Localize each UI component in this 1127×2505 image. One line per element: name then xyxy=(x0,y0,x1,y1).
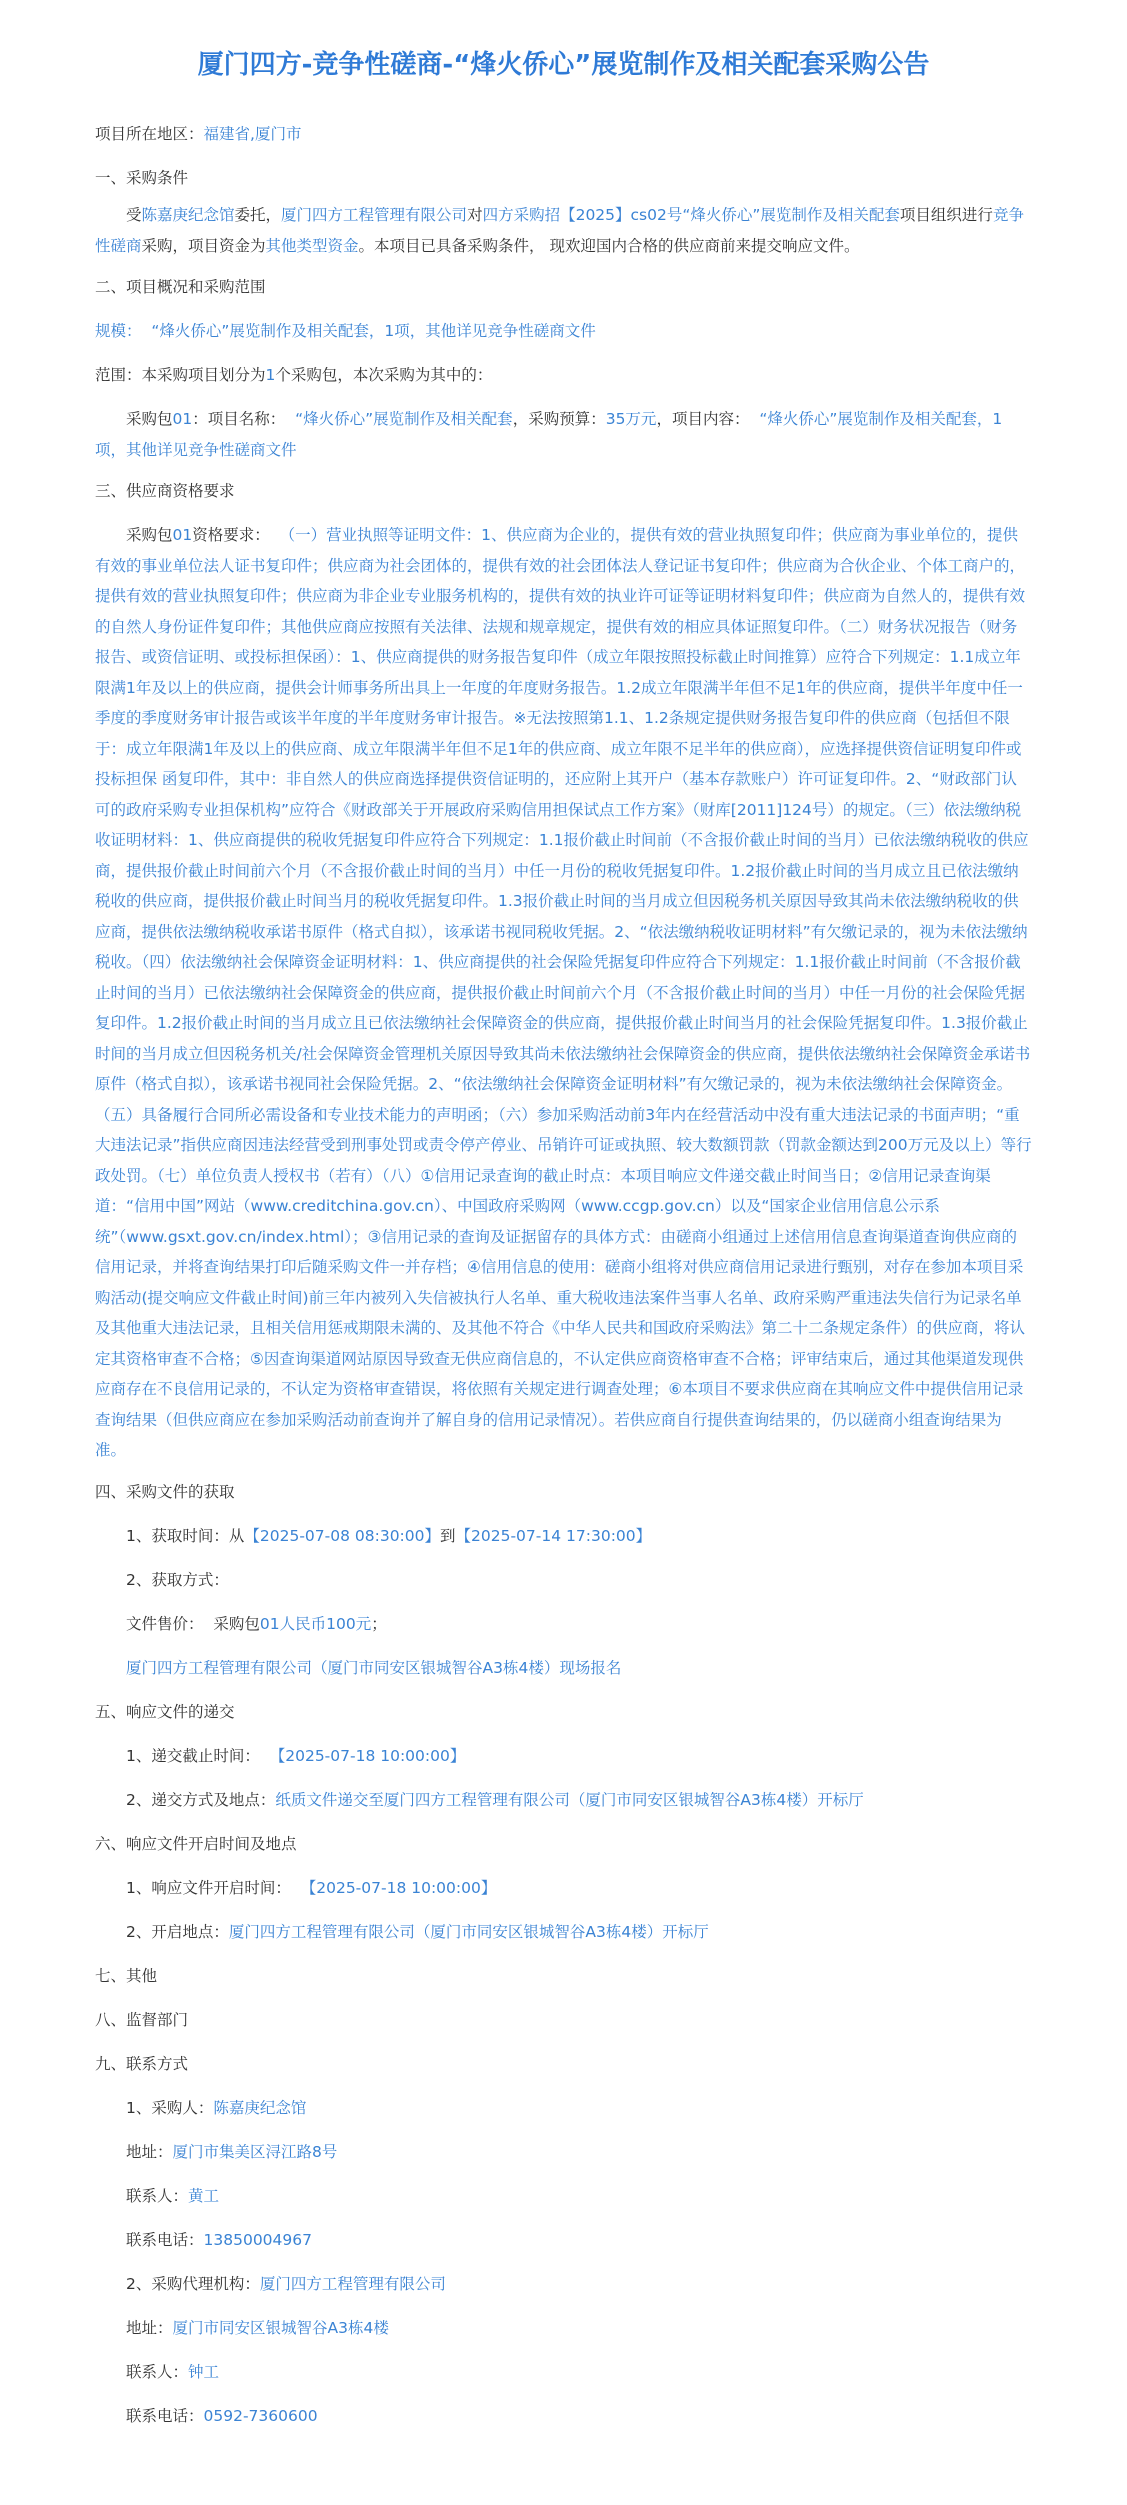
region-line xyxy=(95,112,1032,156)
qualification-requirements xyxy=(95,520,1032,1466)
text: ：项目名称： xyxy=(192,410,286,428)
agent-address xyxy=(95,2306,1032,2350)
text: 地址： xyxy=(126,2142,173,2161)
scale-line xyxy=(95,309,1032,353)
open-time-value: 【2025-07-18 10:00:00】 xyxy=(300,1878,497,1897)
req-package-num: 01 xyxy=(172,526,193,544)
text: 采购包 xyxy=(126,526,173,544)
text: 。本项目已具备采购条件， 现欢迎国内合格的供应商前来提交响应文件。 xyxy=(358,236,860,255)
text: 个采购包，本次采购为其中的： xyxy=(275,366,493,384)
text: 地址： xyxy=(126,2318,173,2337)
text: ； xyxy=(371,1614,387,1633)
text: 受 xyxy=(126,206,142,224)
buyer-contact xyxy=(95,2174,1032,2218)
text: 采购包 xyxy=(126,410,173,428)
text: 联系电话： xyxy=(126,2230,204,2249)
package-num: 01 xyxy=(172,410,193,428)
text: 委托， xyxy=(234,206,282,224)
open-time xyxy=(95,1866,1032,1910)
package-line xyxy=(95,404,1032,465)
buyer-phone xyxy=(95,2218,1032,2262)
open-place-value: 厦门四方工程管理有限公司（厦门市同安区银城智谷A3栋4楼）开标厅 xyxy=(228,1922,709,1941)
text: 1、响应文件开启时间： xyxy=(126,1878,291,1897)
section-heading-1: 一、采购条件 xyxy=(95,169,189,187)
text: 项目组织进行 xyxy=(899,206,993,224)
section-heading-7: 七、其他 xyxy=(95,1966,158,1985)
section-heading-3: 三、供应商资格要求 xyxy=(95,482,235,500)
text: 到 xyxy=(440,1526,456,1545)
client-name: 陈嘉庚纪念馆 xyxy=(141,206,235,224)
text: 采购包 xyxy=(213,1614,260,1633)
text: 2、递交方式及地点： xyxy=(126,1790,276,1809)
text: 2、开启地点： xyxy=(126,1922,229,1941)
package-budget: 35万元 xyxy=(605,410,657,428)
text: 1、递交截止时间： xyxy=(126,1746,260,1765)
text: 资格要求： xyxy=(192,526,270,544)
obtain-end: 【2025-07-14 17:30:00】 xyxy=(455,1526,652,1545)
text: ，项目内容： xyxy=(656,410,750,428)
text: 联系人： xyxy=(126,2186,189,2205)
obtain-method: 2、获取方式： xyxy=(126,1570,229,1589)
obtain-time xyxy=(95,1514,1032,1558)
buyer-address-value: 厦门市集美区浔江路8号 xyxy=(172,2142,338,2161)
agent-contact-value: 钟工 xyxy=(188,2362,220,2381)
buyer-address xyxy=(95,2130,1032,2174)
buyer-line xyxy=(95,2086,1032,2130)
text: 联系电话： xyxy=(126,2406,204,2425)
scope-num: 1 xyxy=(265,366,276,384)
section-heading-8: 八、监督部门 xyxy=(95,2010,189,2029)
agency-name: 厦门四方工程管理有限公司 xyxy=(281,206,468,224)
project-code: 四方采购招【2025】cs02号“烽火侨心”展览制作及相关配套 xyxy=(482,206,900,224)
scale-label: 规模： xyxy=(95,322,142,340)
fund-type: 其他类型资金 xyxy=(265,236,359,255)
text: 1、获取时间：从 xyxy=(126,1526,245,1545)
fee-value: 01人民币100元 xyxy=(259,1614,372,1633)
submit-place xyxy=(95,1778,1032,1822)
section-heading-9: 九、联系方式 xyxy=(95,2054,189,2073)
obtain-place: 厦门四方工程管理有限公司（厦门市同安区银城智谷A3栋4楼）现场报名 xyxy=(126,1658,622,1677)
agent-line xyxy=(95,2262,1032,2306)
procurement-method: 竞争性磋商 xyxy=(95,206,1024,255)
text: 采购，项目资金为 xyxy=(141,236,266,255)
package-content: “烽火侨心”展览制作及相关配套，1项，其他详见竞争性磋商文件 xyxy=(95,410,1003,459)
text: 文件售价： xyxy=(126,1614,204,1633)
agent-address-value: 厦门市同安区银城智谷A3栋4楼 xyxy=(172,2318,389,2337)
agent-phone xyxy=(95,2394,1032,2438)
agent-name: 厦门四方工程管理有限公司 xyxy=(259,2274,446,2293)
fee-line xyxy=(95,1602,1032,1646)
agent-phone-value: 0592-7360600 xyxy=(203,2406,318,2425)
scope-line xyxy=(95,353,1032,397)
submit-place-value: 纸质文件递交至厦门四方工程管理有限公司（厦门市同安区银城智谷A3栋4楼）开标厅 xyxy=(275,1790,864,1809)
region-label: 项目所在地区： xyxy=(95,125,204,143)
buyer-contact-value: 黄工 xyxy=(188,2186,220,2205)
section-heading-2: 二、项目概况和采购范围 xyxy=(95,278,266,296)
text: 范围：本采购项目划分为 xyxy=(95,366,266,384)
obtain-start: 【2025-07-08 08:30:00】 xyxy=(244,1526,440,1545)
section-heading-4: 四、采购文件的获取 xyxy=(95,1482,235,1501)
req-text: （一）营业执照等证明文件：1、供应商为企业的，提供有效的营业执照复印件；供应商为事业单位的，提供有效的事业单位法人证书复印件；供应商为社会团体的，提供有效的社会团体法人登记证书复印件；供应商为合伙企业、个体工商户的，提供有效的营业执照复印件；供应商为非企业专业服务机构的，提供有效的执业许可证等证明材料复印件；供应商为自然人的，提供有效的自然人身份证件复印件；其他供应商应按照有关法律、法规和规章规定，提供有效的相应具体证照复印件。（二）财务状况报告（财务报告、或资信证明、或投标担保函）：1、供应商提供的财务报告复印件（成立年限按照投标截止时间推算）应符合下列规定：1.1成立年限满1年及以上的供应商，提供会计师事务所出具上一年度的年度财务报告。1.2成立年限满半年但不足1年的供应商，提供半年度中任一季度的季度财务审计报告或该半年度的半年度财务审计报告。※无法按照第1.1、1.2条规定提供财务报告复印件的供应商（包括但不限于：成立年限满1年及以上的供应商、成立年限满半年但不足1年的供应商、成立年限不足半年的供应商），应选择提供资信证明复印件或投标担保 函复印件，其中：非自然人的供应商选择提供资信证明的，还应附上其开户（基本存款账户）许可证复印件。2、“财政部门认可的政府采购专业担保机构”应符合《财政部关于开展政府采购信用担保试点工作方案》（财库[2011]124号）的规定。（三）依法缴纳税收证明材料：1、供应商提供的税收凭据复印件应符合下列规定：1.1报价截止时间前（不含报价截止时间的当月）已依法缴纳税收的供应商，提供报价截止时间前六个月（不含报价截止时间的当月）中任一月份的税收凭据复印件。1.2报价截止时间的当月成立且已依法缴纳税收的供应商，提供报价截止时间当月的税收凭据复印件。1.3报价截止时间的当月成立但因税务机关原因导致其尚未依法缴纳税收的供应商，提供依法缴纳税收承诺书原件（格式自拟），该承诺书视同税收凭据。2、“依法缴纳税收证明材料”有欠缴记录的，视为未依法缴纳税收。（四）依法缴纳社会保障资金证明材料：1、供应商提供的社会保险凭据复印件应符合下列规定：1.1报价截止时间前（不含报价截止时间的当月）已依法缴纳社会保障资金的供应商，提供报价截止时间前六个月（不含报价截止时间的当月）中任一月份的社会保险凭据复印件。1.2报价截止时间的当月成立且已依法缴纳社会保障资金的供应商，提供报价截止时间当月的社会保险凭据复印件。1.3报价截止时间的当月成立但因税务机关/社会保障资金管理机关原因导致其尚未依法缴纳社会保障资金的供应商，提供依法缴纳社会保障资金承诺书原件（格式自拟），该承诺书视同社会保险凭据。2、“依法缴纳社会保障资金证明材料”有欠缴记录的，视为未依法缴纳社会保障资金。（五）具备履行合同所必需设备和专业技术能力的声明函；（六）参加采购活动前3年内在经营活动中没有重大违法记录的书面声明；“重大违法记录”指供应商因违法经营受到刑事处罚或责令停产停业、吊销许可证或执照、较大数额罚款（罚款金额达到200万元及以上）等行政处罚。（七）单位负责人授权书（若有）（八）①信用记录查询的截止时点：本项目响应文件递交截止时间当日；②信用记录查询渠道：“信用中国”网站（www.creditchina.gov.cn）、中国政府采购网（www.ccgp.gov.cn）以及“国家企业信用信息公示系统”（www.gsxt.gov.cn/index.html）；③信用记录的查询及证据留存的具体方式：由磋商小组通过上述信用信息查询渠道查询供应商的信用记录，并将查询结果打印后随采购文件一并存档；④信用信息的使用：磋商小组将对供应商信用记录进行甄别，对存在参加本项目采购活动(提交响应文件截止时间)前三年内被列入失信被执行人名单、重大税收违法案件当事人名单、政府采购严重违法失信行为记录名单及其他重大违法记录，且相关信用惩戒期限未满的、及其他不符合《中华人民共和国政府采购法》第二十二条规定条件）的供应商，将认定其资格审查不合格；⑤因查询渠道网站原因导致查无供应商信息的，不认定供应商资格审查不合格；评审结束后，通过其他渠道发现供应商存在不良信用记录的，不认定为资格审查错误，将依照有关规定进行调查处理；⑥本项目不要求供应商在其响应文件中提供信用记录查询结果（但供应商应在参加采购活动前查询并了解自身的信用记录情况）。若供应商自行提供查询结果的，仍以磋商小组查询结果为准。 xyxy=(95,526,1032,1459)
text: 对 xyxy=(467,206,483,224)
submit-deadline xyxy=(95,1734,1032,1778)
open-place xyxy=(95,1910,1032,1954)
section-heading-6: 六、响应文件开启时间及地点 xyxy=(95,1834,297,1853)
procurement-conditions xyxy=(95,200,1032,261)
text: 2、采购代理机构： xyxy=(126,2274,260,2293)
buyer-name: 陈嘉庚纪念馆 xyxy=(213,2098,307,2117)
text: 1、采购人： xyxy=(126,2098,214,2117)
scale-value: “烽火侨心”展览制作及相关配套，1项，其他详见竞争性磋商文件 xyxy=(151,322,596,340)
section-heading-5: 五、响应文件的递交 xyxy=(95,1702,235,1721)
text: 联系人： xyxy=(126,2362,189,2381)
buyer-phone-value: 13850004967 xyxy=(203,2230,312,2249)
agent-contact xyxy=(95,2350,1032,2394)
page-title: 厦门四方-竞争性磋商-“烽火侨心”展览制作及相关配套采购公告 xyxy=(197,50,930,80)
package-name: “烽火侨心”展览制作及相关配套 xyxy=(295,410,513,428)
submit-deadline-value: 【2025-07-18 10:00:00】 xyxy=(269,1746,466,1765)
text: ，采购预算： xyxy=(512,410,606,428)
region-value: 福建省,厦门市 xyxy=(203,125,302,143)
